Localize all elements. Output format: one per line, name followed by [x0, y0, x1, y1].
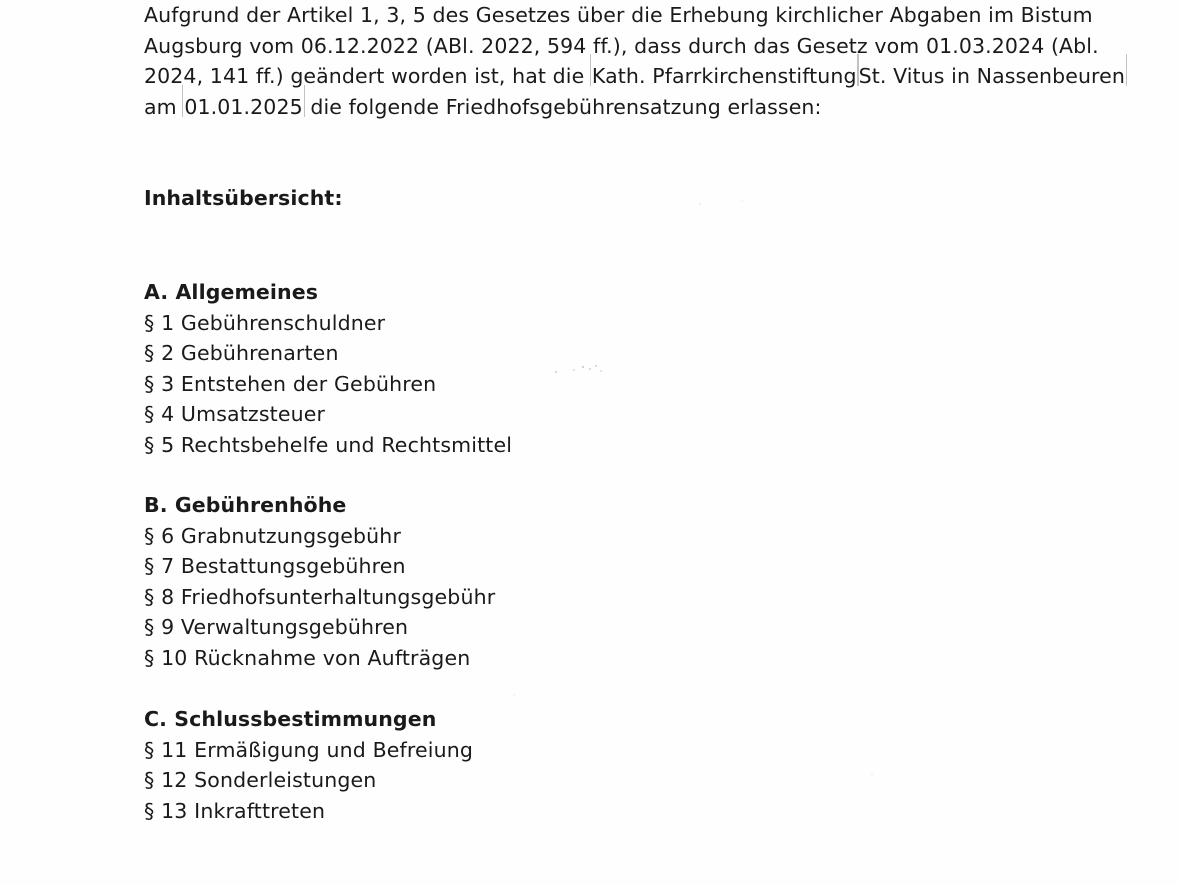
preamble-line	[144, 61, 1125, 92]
toc-item: § 5 Rechtsbehelfe und Rechtsmittel	[144, 432, 513, 457]
scan-artifact-speckle	[500, 690, 560, 702]
form-field-value[interactable]: 01.01.2025	[183, 92, 303, 123]
form-field-value[interactable]: Kath. Pfarrkirchenstiftung	[591, 61, 858, 92]
preamble-text: die folgende Friedhofsgebührensatzung erlassen:	[303, 94, 822, 119]
toc-section-heading: C. Schlussbestimmungen	[144, 707, 437, 731]
toc-item: § 11 Ermäßigung und Befreiung	[144, 737, 474, 762]
toc-item: § 3 Entstehen der Gebühren	[144, 371, 437, 396]
preamble-line	[144, 0, 1093, 31]
scan-artifact-speckle	[690, 196, 780, 212]
toc-section-b	[144, 490, 844, 674]
preamble-text: am	[144, 94, 184, 119]
toc-item: § 1 Gebührenschuldner	[144, 310, 386, 335]
toc-item: § 2 Gebührenarten	[144, 341, 339, 366]
toc-item: § 9 Verwaltungsgebühren	[144, 615, 409, 640]
toc-item: § 10 Rücknahme von Aufträgen	[144, 645, 471, 670]
toc-item: § 13 Inkrafttreten	[144, 798, 326, 823]
scan-artifact-speckle	[860, 768, 930, 782]
preamble-text: Augsburg vom 06.12.2022 (ABl. 2022, 594 ff.), dass durch das Gesetz vom 01.03.2024 (Abl.	[144, 33, 1099, 58]
toc-item: § 6 Grabnutzungsgebühr	[144, 523, 402, 548]
table-of-contents-title: Inhaltsübersicht:	[144, 186, 343, 210]
toc-section-heading: A. Allgemeines	[144, 280, 319, 304]
preamble-line	[144, 31, 1099, 62]
preamble-text: 2024, 141 ff.) geändert worden ist, hat die	[144, 64, 591, 88]
toc-section-c	[144, 704, 844, 826]
preamble-line	[144, 92, 1080, 123]
preamble-text: Aufgrund der Artikel 1, 3, 5 des Gesetzes über die Erhebung kirchlicher Abgaben im Bistum	[144, 3, 1093, 27]
toc-item: § 7 Bestattungsgebühren	[144, 554, 406, 579]
toc-item: § 4 Umsatzsteuer	[144, 402, 326, 427]
toc-item: § 12 Sonderleistungen	[144, 768, 377, 793]
toc-section-heading: B. Gebührenhöhe	[144, 493, 347, 517]
form-field-value[interactable]: St. Vitus in Nassenbeuren	[858, 61, 1126, 92]
toc-item: § 8 Friedhofsunterhaltungsgebühr	[144, 584, 496, 609]
toc-section-a	[144, 277, 844, 461]
preamble-paragraph	[144, 0, 1125, 122]
